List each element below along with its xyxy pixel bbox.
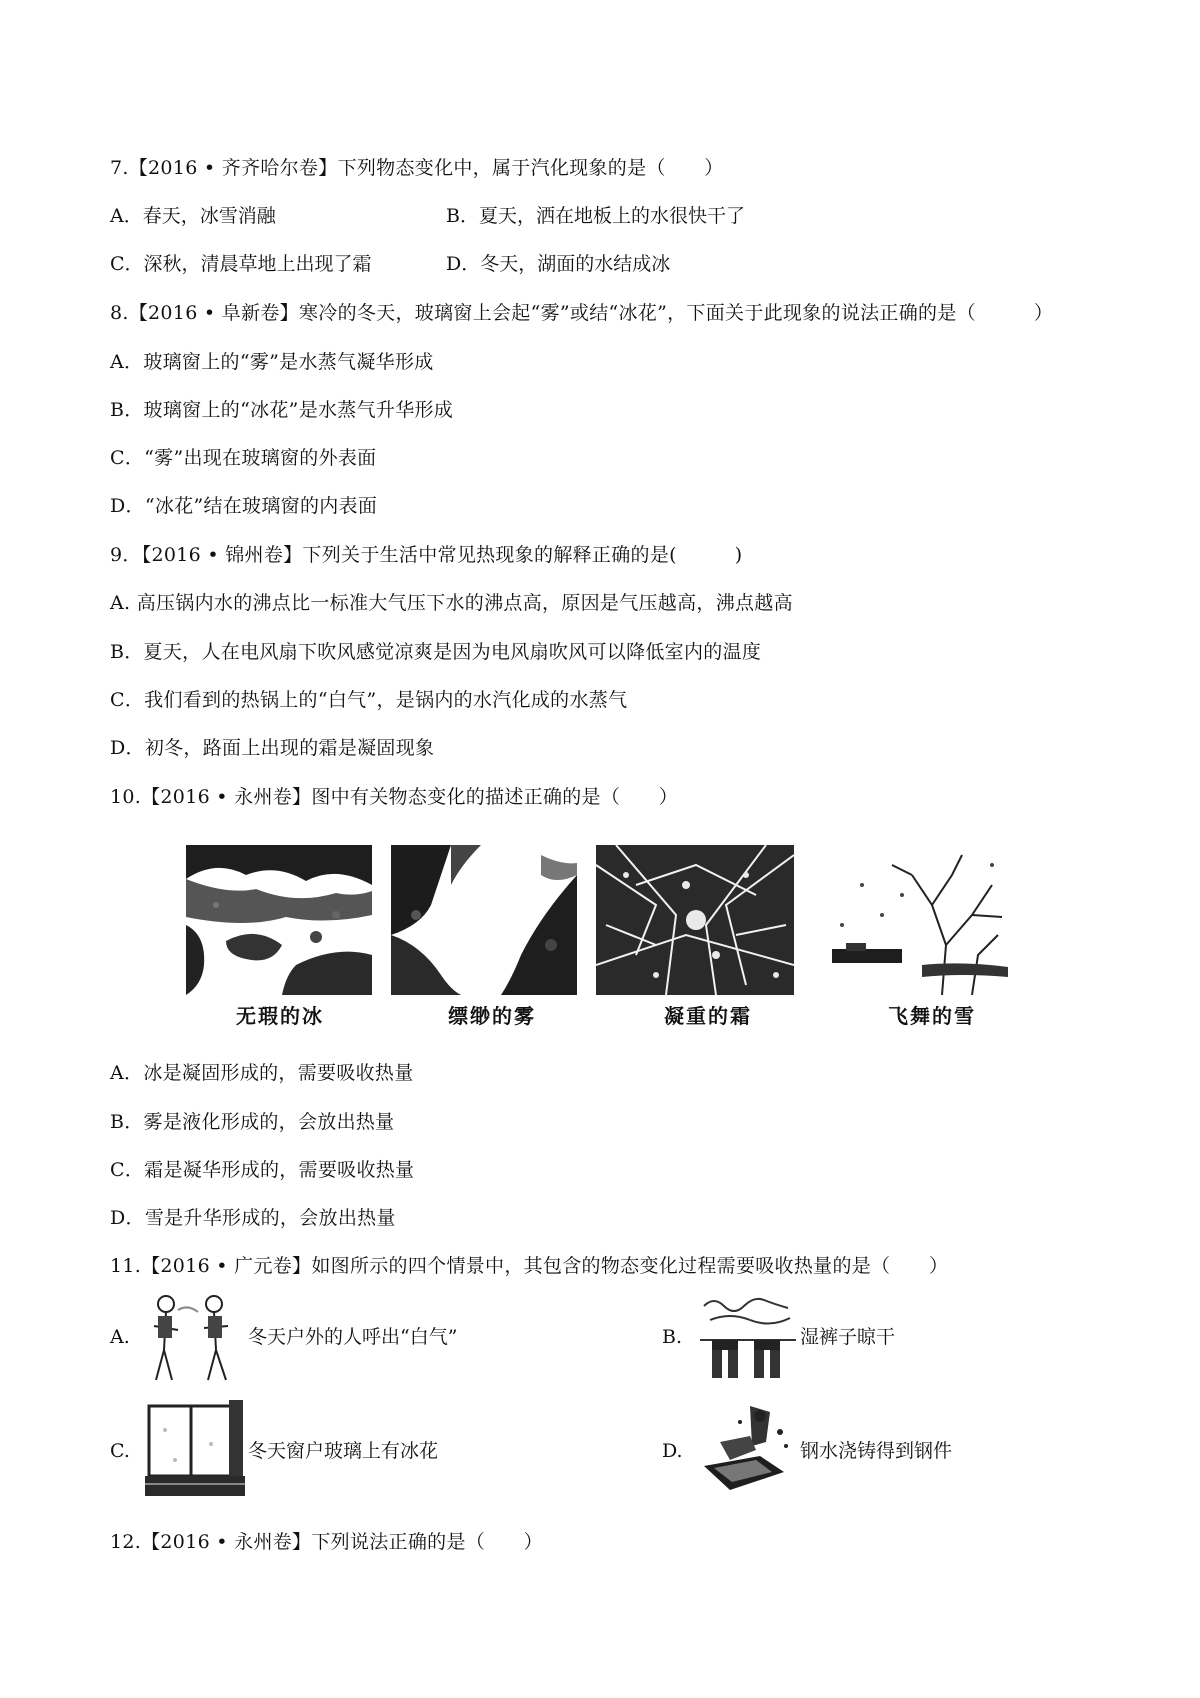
caption-snow: 飞舞的雪 <box>888 1004 976 1028</box>
q11-option-c-text: 冬天窗户玻璃上有冰花 <box>248 1440 439 1462</box>
q10-option-b: B．雾是液化形成的，会放出热量 <box>110 1111 395 1133</box>
q10-stem: 10.【2016 • 永州卷】图中有关物态变化的描述正确的是（ ） <box>110 786 679 808</box>
q11-option-b-text: 湿裤子晾干 <box>800 1326 896 1348</box>
q11-option-a-text: 冬天户外的人呼出“白气” <box>248 1326 458 1348</box>
frost-photo <box>596 845 782 995</box>
wet-pants-image <box>700 1290 796 1388</box>
q10-option-d: D．雪是升华形成的，会放出热量 <box>110 1207 396 1229</box>
q9-option-a: A. 高压锅内水的沸点比一标准大气压下水的沸点高，原因是气压越高，沸点越高 <box>110 592 793 614</box>
caption-frost: 凝重的霜 <box>664 1004 752 1028</box>
q11-option-b-label: B. <box>662 1326 683 1348</box>
q8-stem: 8.【2016 • 阜新卷】寒冷的冬天，玻璃窗上会起“雾”或结“冰花”，下面关于此现象的说法正确的是（ ） <box>110 302 1054 324</box>
q11-option-c-label: C. <box>110 1440 130 1462</box>
q11-option-d-label: D. <box>662 1440 683 1462</box>
q7-option-c: C．深秋，清晨草地上出现了霜 <box>110 253 372 275</box>
q9-option-c: C．我们看到的热锅上的“白气”，是锅内的水汽化成的水蒸气 <box>110 689 628 711</box>
fog-photo <box>391 845 577 995</box>
q8-option-d: D．“冰花”结在玻璃窗的内表面 <box>110 495 378 517</box>
q9-stem: 9．【2016 • 锦州卷】下列关于生活中常见热现象的解释正确的是( ) <box>110 544 743 566</box>
q8-option-b: B．玻璃窗上的“冰花”是水蒸气升华形成 <box>110 399 454 421</box>
q11-stem: 11.【2016 • 广元卷】如图所示的四个情景中，其包含的物态变化过程需要吸收热量的是（ ） <box>110 1255 949 1277</box>
q11-option-d-text: 钢水浇铸得到钢件 <box>800 1440 953 1462</box>
caption-fog: 缥缈的雾 <box>448 1004 536 1028</box>
q7-option-b: B．夏天，洒在地板上的水很快干了 <box>446 205 745 227</box>
ice-photo <box>186 845 372 995</box>
q12-stem: 12.【2016 • 永州卷】下列说法正确的是（ ） <box>110 1531 543 1553</box>
snow-photo <box>822 845 1008 995</box>
caption-ice: 无瑕的冰 <box>236 1004 324 1028</box>
q8-option-c: C．“雾”出现在玻璃窗的外表面 <box>110 447 377 469</box>
q9-option-d: D．初冬，路面上出现的霜是凝固现象 <box>110 737 435 759</box>
frosted-window-image <box>145 1400 245 1500</box>
q10-option-a: A．冰是凝固形成的，需要吸收热量 <box>110 1062 414 1084</box>
q7-option-d: D．冬天，湖面的水结成冰 <box>446 253 671 275</box>
q9-option-b: B．夏天，人在电风扇下吹风感觉凉爽是因为电风扇吹风可以降低室内的温度 <box>110 641 762 663</box>
molten-steel-image <box>700 1402 794 1500</box>
q8-option-a: A．玻璃窗上的“雾”是水蒸气凝华形成 <box>110 351 434 373</box>
q7-option-a: A．春天，冰雪消融 <box>110 205 276 227</box>
q10-option-c: C．霜是凝华形成的，需要吸收热量 <box>110 1159 415 1181</box>
q7-stem: 7.【2016 • 齐齐哈尔卷】下列物态变化中，属于汽化现象的是（ ） <box>110 157 724 179</box>
people-breath-image <box>148 1290 234 1388</box>
q11-option-a-label: A. <box>110 1326 130 1348</box>
